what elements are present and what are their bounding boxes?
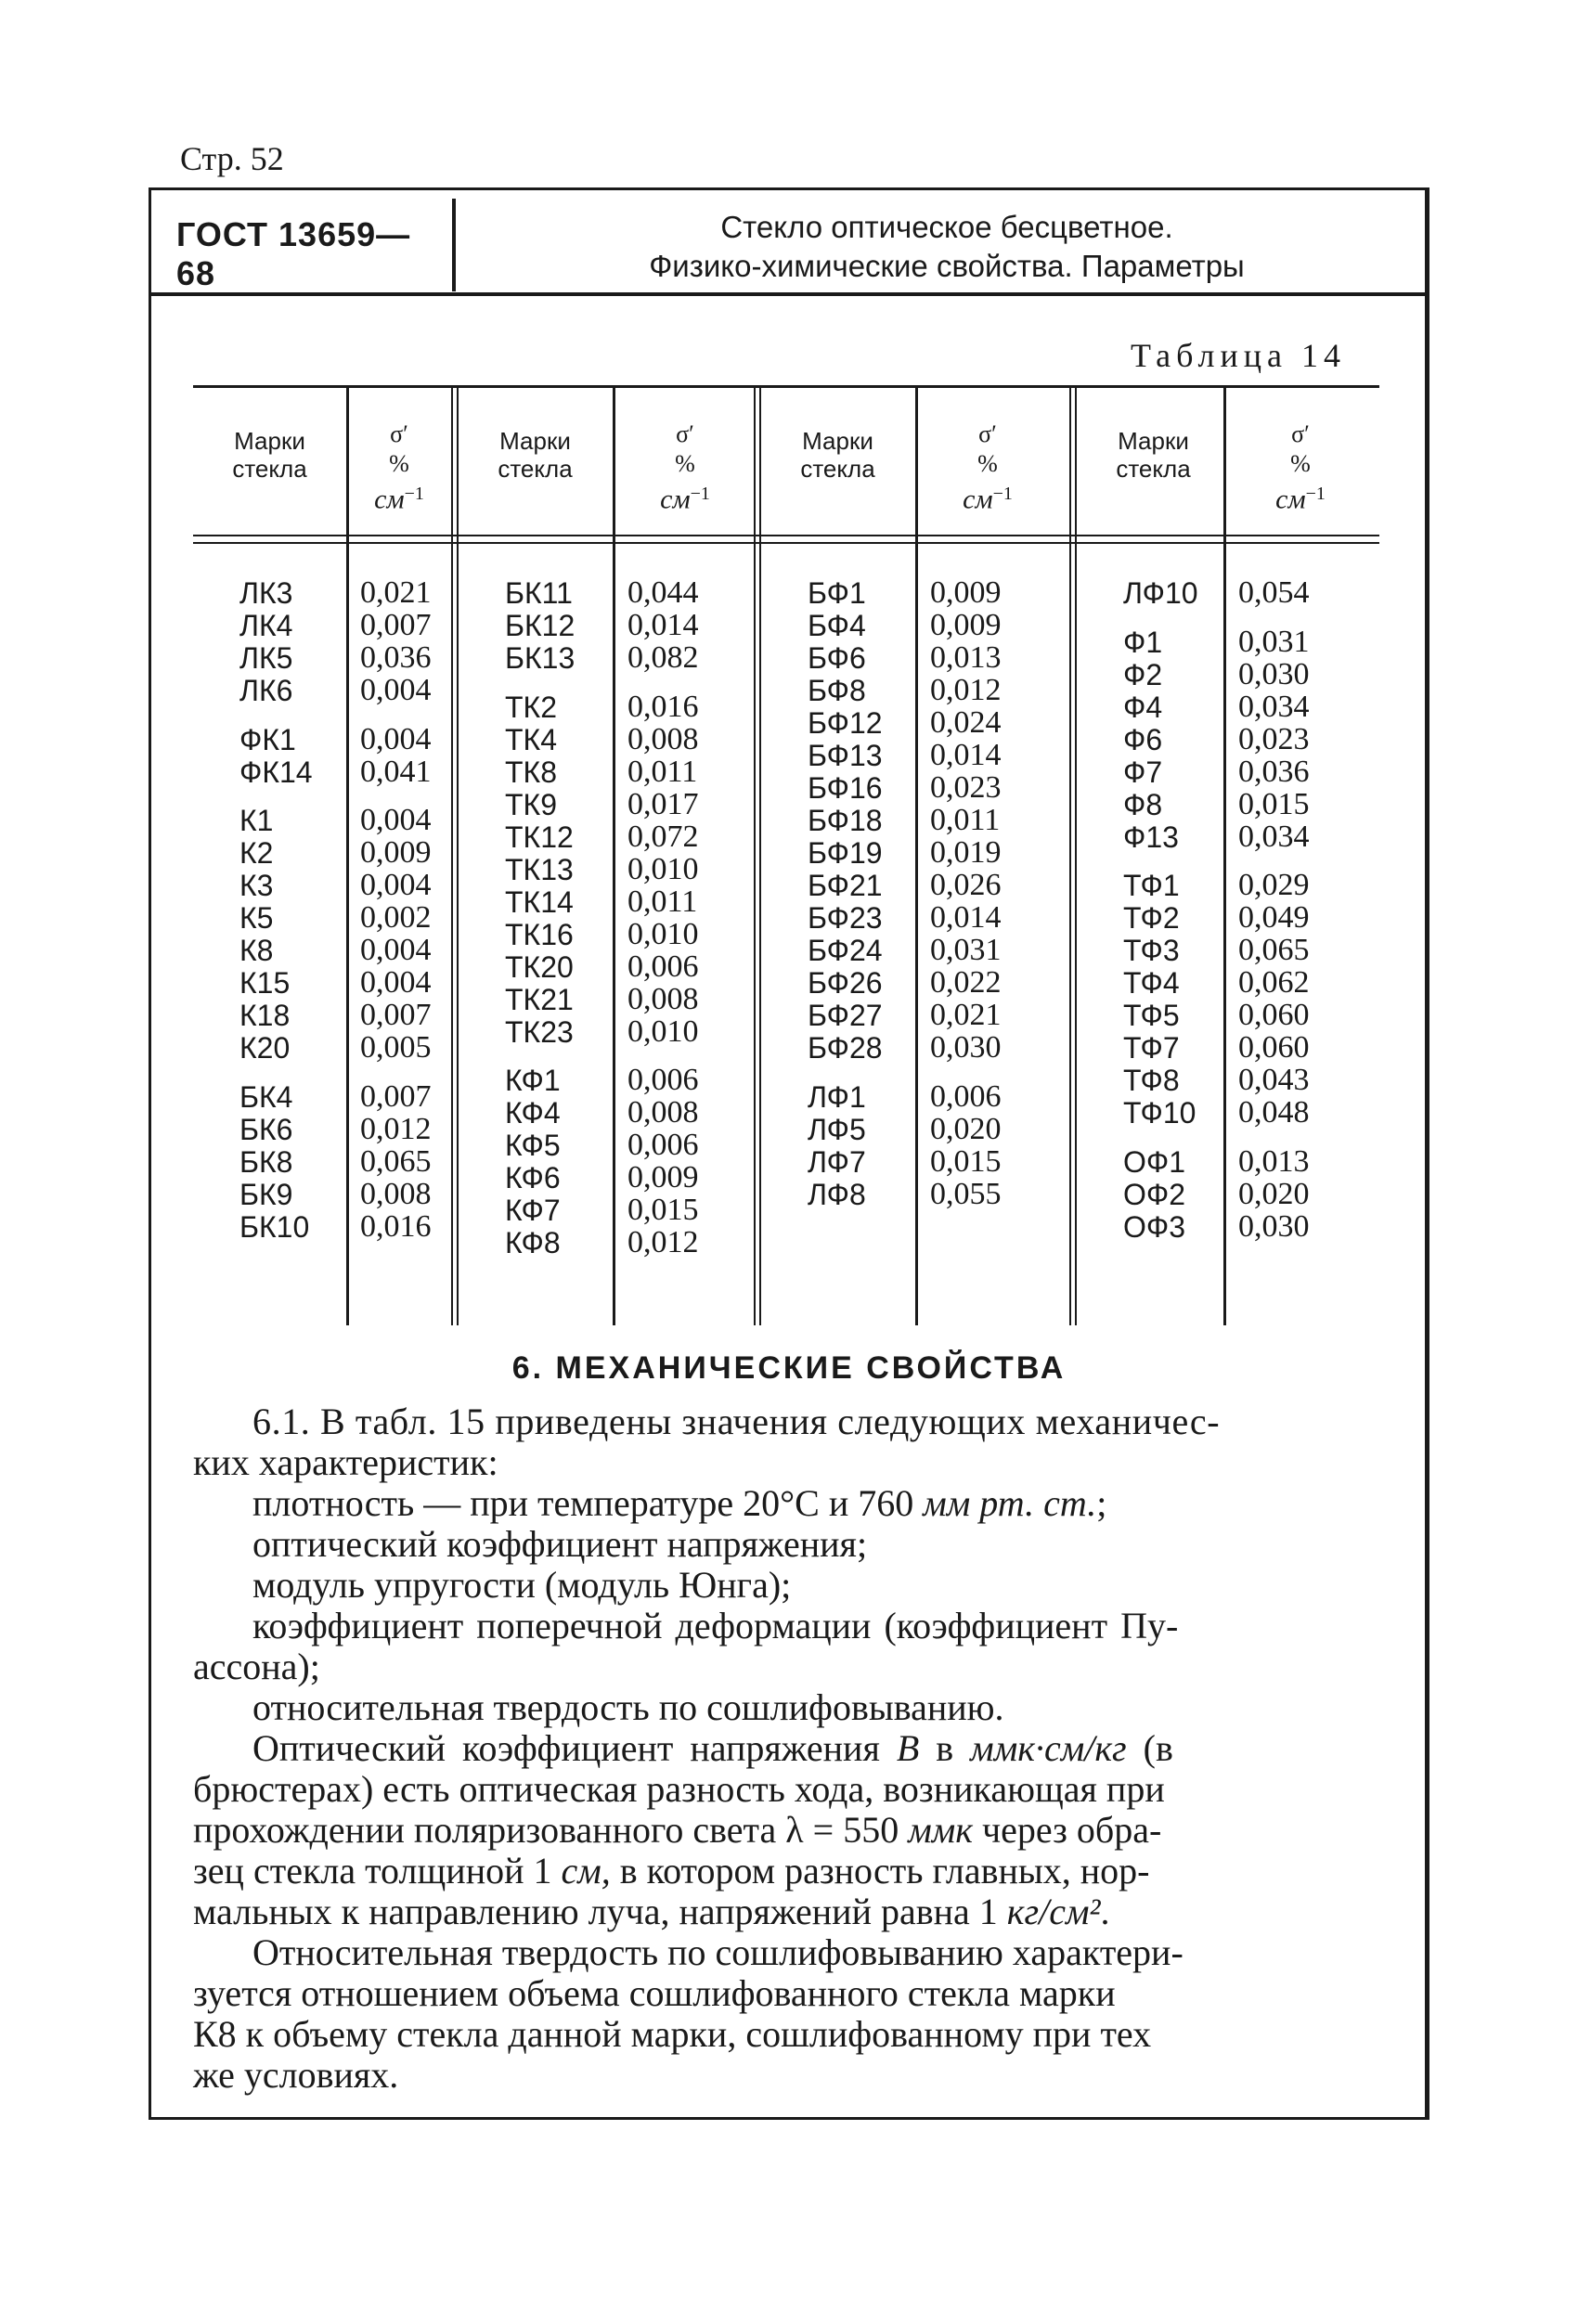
glass-mark: БФ21: [808, 869, 883, 902]
glass-mark: ТК21: [505, 982, 574, 1016]
sigma-value: 0,048: [1238, 1095, 1310, 1130]
glass-mark: БФ12: [808, 706, 883, 740]
standard-number: ГОСТ 13659—68: [176, 215, 411, 292]
sigma-value: 0,006: [627, 1063, 699, 1097]
glass-mark: БФ6: [808, 641, 866, 675]
sigma-value: 0,012: [360, 1111, 432, 1146]
glass-mark: ТФ7: [1123, 1031, 1180, 1065]
sigma-value: 0,009: [930, 608, 1002, 642]
glass-mark: ТФ8: [1123, 1064, 1180, 1097]
percent-symbol: %: [675, 450, 695, 477]
column-header-mark: Марки стекла: [232, 427, 307, 483]
sigma-value: 0,024: [930, 705, 1002, 740]
sigma-symbol: σ′: [978, 420, 997, 447]
glass-mark: К15: [239, 966, 291, 1000]
sigma-value: 0,034: [1238, 689, 1310, 724]
list-item: модуль упругости (модуль Юнга);: [252, 1564, 792, 1606]
header-title-line1: Стекло оптическое бесцветное.: [720, 210, 1173, 244]
sigma-value: 0,021: [360, 575, 432, 610]
unit-label: $см^{-1}$: [374, 484, 424, 515]
column-header-sigma: [923, 420, 1053, 516]
sigma-value: 0,006: [930, 1078, 1002, 1114]
sigma-value: 0,030: [1238, 1208, 1310, 1244]
paragraph-line: ких характеристик:: [193, 1441, 498, 1483]
sigma-value: 0,030: [930, 1030, 1002, 1065]
sigma-value: 0,007: [360, 608, 432, 642]
sigma-value: 0,009: [930, 575, 1002, 610]
glass-mark: ЛК3: [239, 576, 293, 610]
glass-mark: К8: [239, 934, 274, 967]
sigma-value: 0,004: [360, 803, 432, 837]
glass-mark: БФ19: [808, 836, 883, 870]
sigma-value: 0,007: [360, 1078, 432, 1114]
sigma-value: 0,065: [360, 1143, 432, 1179]
glass-mark: К1: [239, 804, 274, 837]
sigma-value: 0,008: [627, 1095, 699, 1130]
glass-mark: КФ8: [505, 1226, 561, 1259]
glass-mark: К18: [239, 999, 291, 1032]
table-header-rule: [193, 535, 1379, 536]
unit-label: $см^{-1}$: [660, 484, 710, 515]
paragraph-line: 6.1. В табл. 15 приведены значения следующих механичес-: [252, 1401, 1221, 1442]
glass-mark: Ф2: [1123, 657, 1163, 691]
sigma-value: 0,026: [930, 868, 1002, 902]
glass-mark: БФ27: [808, 999, 883, 1032]
sigma-value: 0,017: [627, 786, 699, 821]
sigma-value: 0,082: [627, 640, 699, 675]
glass-mark: К5: [239, 901, 274, 935]
page-number: Стр. 52: [180, 140, 284, 177]
sigma-value: 0,044: [627, 575, 699, 610]
glass-mark: К20: [239, 1031, 291, 1065]
table-label: Таблица 14: [1131, 337, 1346, 374]
sigma-value: 0,062: [1238, 965, 1310, 1000]
header-title-line2: Физико-химические свойства. Параметры: [649, 249, 1245, 283]
sigma-value: 0,004: [360, 721, 432, 756]
sigma-value: 0,065: [1238, 933, 1310, 967]
sigma-value: 0,072: [627, 819, 699, 854]
sigma-value: 0,016: [627, 689, 699, 724]
sigma-value: 0,005: [360, 1030, 432, 1065]
glass-mark: БФ18: [808, 804, 883, 837]
paragraph-line: же условиях.: [193, 2054, 399, 2096]
glass-mark: БФ16: [808, 771, 883, 805]
glass-mark: ЛК4: [239, 609, 293, 642]
sigma-value: 0,014: [930, 900, 1002, 935]
sigma-value: 0,020: [1238, 1176, 1310, 1211]
unit-label: $см^{-1}$: [963, 484, 1013, 515]
glass-mark: БФ26: [808, 966, 883, 1000]
glass-mark: К3: [239, 869, 274, 902]
glass-mark: ТФ10: [1123, 1096, 1196, 1130]
sigma-symbol: σ′: [676, 420, 694, 447]
sigma-value: 0,011: [627, 884, 698, 919]
unit-label: $см^{-1}$: [1275, 484, 1326, 515]
glass-mark: ТК4: [505, 722, 557, 756]
sigma-value: 0,004: [360, 673, 432, 707]
group-rule: [754, 388, 761, 1325]
sigma-value: 0,006: [627, 949, 699, 984]
sigma-value: 0,008: [360, 1176, 432, 1211]
sigma-value: 0,020: [930, 1111, 1002, 1146]
group-rule: [1069, 388, 1077, 1325]
glass-mark: БФ4: [808, 609, 866, 642]
sigma-value: 0,060: [1238, 1030, 1310, 1065]
glass-mark: ТК8: [505, 755, 557, 789]
glass-mark: ЛК5: [239, 641, 293, 675]
glass-mark: ТК23: [505, 1014, 574, 1049]
sigma-value: 0,031: [1238, 624, 1310, 659]
paragraph-line: Относительная твердость по сошлифовыванию характери-: [252, 1931, 1184, 1973]
glass-mark: БФ28: [808, 1031, 883, 1065]
column-header-sigma: [620, 420, 750, 516]
glass-mark: ТФ2: [1123, 901, 1180, 935]
glass-mark: ЛФ10: [1123, 576, 1198, 610]
sigma-value: 0,006: [627, 1128, 699, 1162]
sigma-value: 0,010: [627, 916, 699, 951]
list-item: коэффициент поперечной деформации (коэффициент Пу-: [252, 1605, 1179, 1646]
glass-mark: БК6: [239, 1112, 293, 1146]
paragraph-line: прохождении поляризованного света λ = 550 ммк через обра-: [193, 1809, 1162, 1851]
column-header-sigma: [1231, 420, 1370, 516]
glass-mark: БФ24: [808, 934, 883, 967]
sigma-value: 0,004: [360, 868, 432, 902]
glass-mark: БФ8: [808, 674, 866, 707]
glass-mark: ФК14: [239, 755, 313, 789]
column-rule: [346, 388, 349, 1325]
sigma-value: 0,009: [627, 1160, 699, 1194]
glass-mark: КФ4: [505, 1096, 561, 1130]
sigma-value: 0,007: [360, 998, 432, 1032]
glass-mark: Ф1: [1123, 625, 1163, 659]
column-rule: [1223, 388, 1226, 1325]
glass-mark: ОФ2: [1123, 1177, 1186, 1211]
glass-mark: БФ1: [808, 576, 866, 610]
header-title: [538, 208, 1355, 286]
sigma-value: 0,009: [360, 835, 432, 870]
glass-mark: ЛФ1: [808, 1079, 866, 1114]
percent-symbol: %: [1290, 450, 1311, 477]
column-header-mark: Марки стекла: [1116, 427, 1191, 483]
sigma-value: 0,011: [627, 754, 698, 789]
glass-mark: БК4: [239, 1079, 293, 1114]
glass-mark: БК12: [505, 609, 576, 642]
glass-mark: ЛФ5: [808, 1112, 866, 1146]
sigma-value: 0,002: [360, 900, 432, 935]
paragraph-line: мальных к направлению луча, напряжений равна 1 кг/см².: [193, 1891, 1110, 1932]
sigma-value: 0,034: [1238, 819, 1310, 854]
glass-mark: ТК20: [505, 949, 574, 984]
column-rule: [915, 388, 918, 1325]
glass-mark: ТК9: [505, 787, 557, 821]
glass-mark: ЛФ7: [808, 1144, 866, 1179]
percent-symbol: %: [977, 450, 998, 477]
sigma-value: 0,031: [930, 933, 1002, 967]
glass-mark: ОФ1: [1123, 1144, 1186, 1179]
sigma-value: 0,013: [930, 640, 1002, 675]
sigma-value: 0,004: [360, 933, 432, 967]
list-item: ассона);: [193, 1646, 320, 1687]
paragraph-line: К8 к объему стекла данной марки, сошлифованному при тех: [193, 2013, 1152, 2055]
list-item: оптический коэффициент напряжения;: [252, 1523, 868, 1565]
glass-mark: К2: [239, 836, 274, 870]
sigma-value: 0,029: [1238, 868, 1310, 902]
sigma-value: 0,012: [930, 673, 1002, 707]
glass-mark: БФ13: [808, 739, 883, 772]
glass-mark: Ф7: [1123, 755, 1163, 789]
glass-mark: ОФ3: [1123, 1209, 1186, 1244]
glass-mark: ФК1: [239, 722, 296, 756]
glass-mark: Ф13: [1123, 820, 1179, 854]
glass-mark: ТФ4: [1123, 966, 1180, 1000]
sigma-value: 0,004: [360, 965, 432, 1000]
sigma-value: 0,043: [1238, 1063, 1310, 1097]
sigma-value: 0,016: [360, 1208, 432, 1244]
section-title: 6. МЕХАНИЧЕСКИЕ СВОЙСТВА: [511, 1350, 1067, 1386]
sigma-value: 0,012: [627, 1225, 699, 1259]
group-rule: [451, 388, 459, 1325]
sigma-value: 0,049: [1238, 900, 1310, 935]
glass-mark: ТК12: [505, 820, 574, 854]
paragraph-line: зуется отношением объема сошлифованного стекла марки: [193, 1972, 1116, 2014]
glass-mark: БФ23: [808, 901, 883, 935]
sigma-value: 0,011: [930, 803, 1001, 837]
glass-mark: ТК16: [505, 917, 574, 951]
sigma-value: 0,055: [930, 1176, 1002, 1211]
paragraph-line: зец стекла толщиной 1 см, в котором разность главных, нор-: [193, 1850, 1150, 1891]
sigma-value: 0,036: [360, 640, 432, 675]
glass-mark: КФ6: [505, 1161, 561, 1194]
glass-mark: ТФ1: [1123, 869, 1180, 902]
table-top-rule: [193, 385, 1379, 388]
paragraph-line: брюстерах) есть оптическая разность хода, возникающая при: [193, 1768, 1165, 1810]
glass-mark: ТК13: [505, 852, 574, 886]
glass-mark: БК13: [505, 641, 576, 675]
glass-mark: ТФ3: [1123, 934, 1180, 967]
sigma-value: 0,010: [627, 1014, 699, 1049]
sigma-value: 0,023: [930, 770, 1002, 805]
column-header-mark: Марки стекла: [800, 427, 875, 483]
glass-mark: КФ7: [505, 1194, 561, 1227]
list-item: относительная твердость по сошлифовыванию.: [252, 1686, 1004, 1728]
sigma-value: 0,021: [930, 998, 1002, 1032]
glass-mark: ТК14: [505, 884, 574, 919]
list-item: плотность — при температуре 20°С и 760 мм рт. ст.;: [252, 1482, 1107, 1524]
glass-mark: Ф4: [1123, 690, 1163, 724]
sigma-value: 0,015: [1238, 786, 1310, 821]
header-separator: [452, 199, 456, 291]
sigma-value: 0,060: [1238, 998, 1310, 1032]
sigma-value: 0,015: [627, 1193, 699, 1227]
glass-mark: Ф6: [1123, 722, 1163, 756]
glass-mark: ЛФ8: [808, 1177, 866, 1211]
sigma-value: 0,030: [1238, 656, 1310, 691]
percent-symbol: %: [389, 450, 409, 477]
column-header-mark: Марки стекла: [498, 427, 573, 483]
glass-mark: КФ5: [505, 1129, 561, 1162]
sigma-value: 0,008: [627, 981, 699, 1016]
glass-mark: БК9: [239, 1177, 293, 1211]
sigma-value: 0,010: [627, 851, 699, 886]
sigma-value: 0,014: [627, 608, 699, 642]
sigma-value: 0,008: [627, 721, 699, 756]
glass-mark: БК10: [239, 1209, 310, 1244]
sigma-value: 0,054: [1238, 575, 1310, 610]
table-header-rule-2: [193, 542, 1379, 544]
sigma-value: 0,019: [930, 835, 1002, 870]
column-rule: [613, 388, 615, 1325]
column-header-sigma: [353, 420, 446, 516]
glass-mark: ТФ5: [1123, 999, 1180, 1032]
sigma-value: 0,014: [930, 738, 1002, 772]
sigma-value: 0,015: [930, 1143, 1002, 1179]
glass-mark: БК8: [239, 1144, 293, 1179]
glass-mark: КФ1: [505, 1064, 561, 1097]
glass-mark: ТК2: [505, 690, 557, 724]
paragraph-line: Оптический коэффициент напряжения В в ммк·см/кг (в: [252, 1727, 1173, 1769]
sigma-value: 0,041: [360, 754, 432, 789]
sigma-value: 0,023: [1238, 721, 1310, 756]
glass-mark: Ф8: [1123, 787, 1163, 821]
sigma-symbol: σ′: [1291, 420, 1310, 447]
glass-mark: ЛК6: [239, 674, 293, 707]
sigma-value: 0,036: [1238, 754, 1310, 789]
sigma-symbol: σ′: [390, 420, 408, 447]
glass-mark: БК11: [505, 576, 573, 610]
sigma-value: 0,022: [930, 965, 1002, 1000]
sigma-value: 0,013: [1238, 1143, 1310, 1179]
